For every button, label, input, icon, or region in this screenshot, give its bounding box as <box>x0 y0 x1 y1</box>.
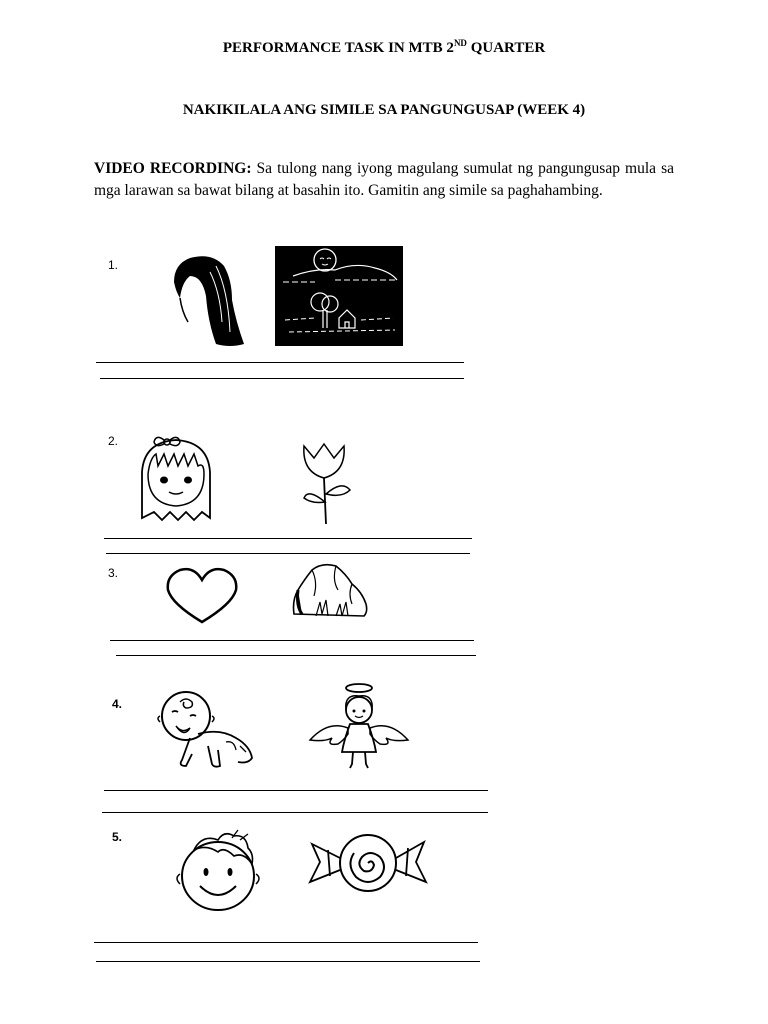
night-scene-icon <box>275 246 403 346</box>
answer-line <box>104 538 472 539</box>
instructions-text: Sa tulong nang iyong magulang sumulat ng pangungusap mula sa mga larawan sa bawat bilang at basahin ito. Gamitin ang simile sa paghahambing. <box>94 160 674 199</box>
answer-line <box>106 553 470 554</box>
answer-line <box>104 790 488 791</box>
title-prefix: PERFORMANCE TASK IN MTB 2 <box>222 40 454 56</box>
title-suffix: QUARTER <box>466 40 546 56</box>
answer-line <box>94 942 478 943</box>
item-number: 4. <box>112 697 123 711</box>
answer-line <box>110 640 474 641</box>
item-number: 5. <box>112 830 123 844</box>
answer-line <box>96 961 480 962</box>
title-superscript: ND <box>453 38 467 48</box>
answer-line <box>100 378 464 379</box>
item-number: 2. <box>108 434 119 448</box>
item-number: 3. <box>108 566 119 580</box>
instructions-label: VIDEO RECORDING: <box>94 160 252 177</box>
heart-icon <box>164 566 240 624</box>
candy-icon <box>306 828 430 898</box>
item-number: 1. <box>108 258 119 272</box>
girl-face-icon <box>134 432 216 522</box>
instructions <box>94 158 674 202</box>
boy-face-icon <box>172 828 264 914</box>
tulip-flower-icon <box>296 436 354 528</box>
answer-line <box>102 812 488 813</box>
crawling-baby-icon <box>156 686 260 770</box>
page-subtitle: NAKIKILALA ANG SIMILE SA PANGUNGUSAP (WEEK 4) <box>182 102 586 118</box>
rock-icon <box>292 560 370 620</box>
answer-line <box>116 655 476 656</box>
page-title <box>0 38 768 57</box>
long-hair-icon <box>160 252 250 350</box>
answer-line <box>96 362 464 363</box>
angel-icon <box>308 680 410 772</box>
